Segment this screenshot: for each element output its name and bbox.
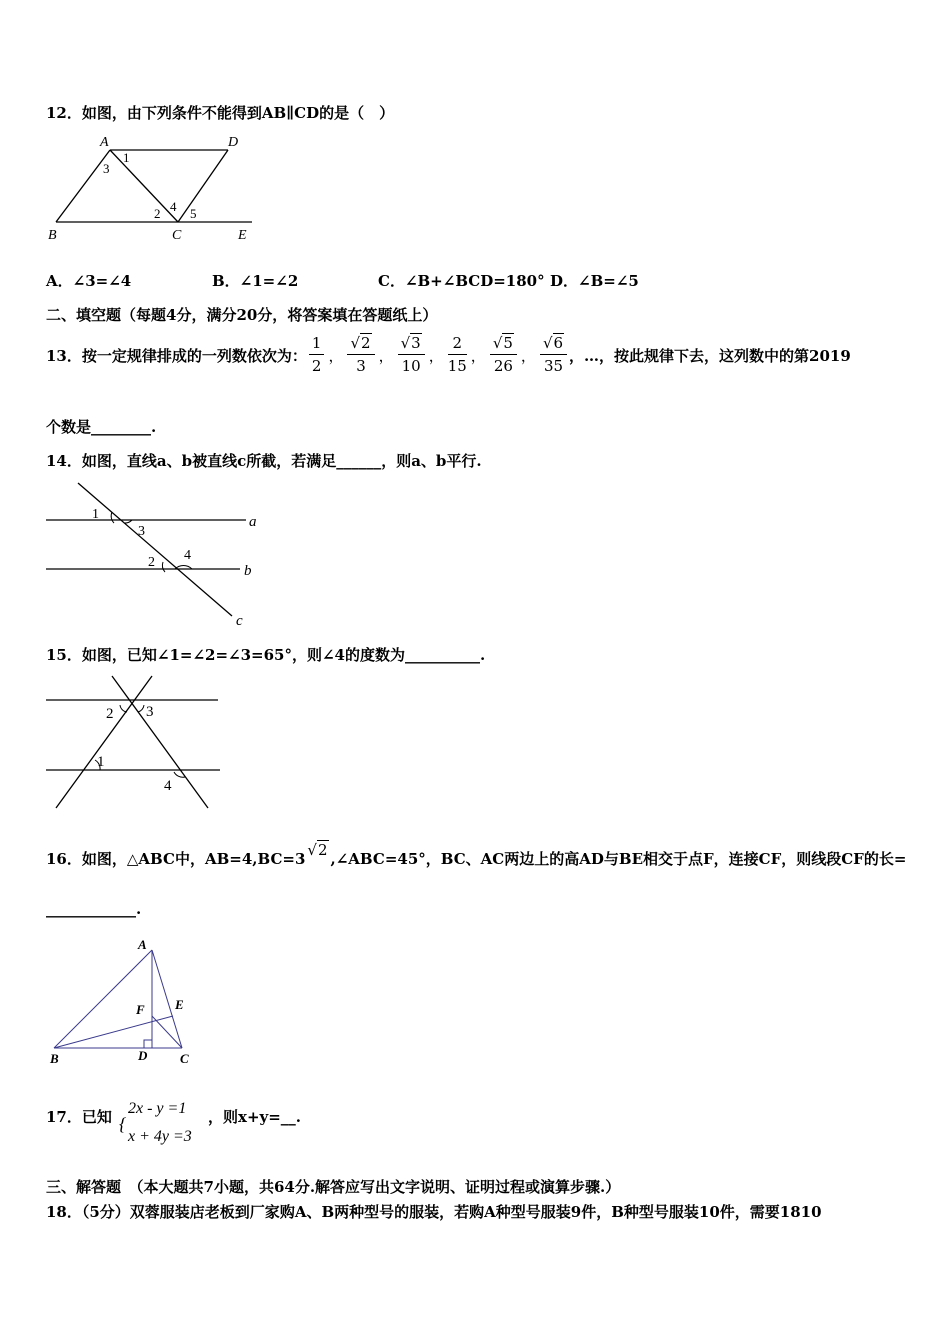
angle-2: 2 — [154, 206, 161, 221]
label-A: A — [138, 937, 147, 952]
q12-option-b: B．∠1=∠2 — [212, 272, 299, 290]
angle-2: 2 — [106, 706, 114, 722]
angle-3: 3 — [138, 524, 145, 539]
q13-frac-4: $\frac{2}{15}$ — [447, 334, 467, 375]
angle-1: 1 — [123, 150, 130, 165]
angle-1: 1 — [97, 754, 105, 770]
q16-stem-b: ,∠ABC=45°，BC、AC两边上的高AD与BE相交于点F，连接CF，则线段CF的长= — [330, 850, 907, 868]
q13-line2: 个数是________. — [46, 418, 157, 436]
label-D: D — [138, 1048, 148, 1063]
q17-eq2: x + 4y =3 — [128, 1128, 192, 1145]
label-C: C — [180, 1051, 189, 1066]
q12-option-c: C．∠B+∠BCD=180° — [378, 272, 545, 290]
angle-3: 3 — [146, 704, 154, 720]
q13-frac-2: $\frac{√2}{3}$ — [347, 336, 374, 374]
label-D: D — [228, 135, 239, 150]
label-E: E — [175, 997, 184, 1012]
q13-frac-3: $\frac{√3}{10}$ — [398, 336, 425, 374]
q16-figure — [44, 936, 204, 1070]
label-a: a — [249, 514, 257, 530]
angle-5: 5 — [190, 206, 197, 221]
q16-sqrt: √2 — [307, 841, 328, 859]
q17-suffix: ，则x+y=__. — [208, 1108, 302, 1126]
label-c: c — [236, 613, 243, 629]
angle-2: 2 — [148, 555, 155, 570]
q13-suffix: ，…，按此规律下去，这列数中的第2019 — [569, 346, 851, 365]
q18-stem: 18．（5分）双蓉服装店老板到厂家购A、B两种型号的服装，若购A种型号服装9件，B种型号服装10件，需要1810 — [46, 1203, 822, 1221]
angle-3: 3 — [103, 161, 110, 176]
q16-stem-a: 16．如图，△ABC中，AB=4,BC=3 — [46, 850, 306, 868]
q13-frac-1: $\frac{1}{2}$ — [309, 336, 325, 374]
label-A: A — [100, 135, 109, 150]
label-F: F — [136, 1002, 145, 1017]
angle-4: 4 — [170, 199, 177, 214]
label-b: b — [244, 563, 252, 579]
section2-heading: 二、填空题（每题4分，满分20分，将答案填在答题纸上） — [46, 306, 438, 324]
section3-heading: 三、解答题 （本大题共7小题，共64分.解答应写出文字说明、证明过程或演算步骤.） — [46, 1178, 621, 1196]
angle-4: 4 — [164, 778, 172, 794]
q17-brace: { — [119, 1114, 127, 1134]
q12-option-a: A．∠3=∠4 — [46, 272, 132, 290]
q16-blank: ____________. — [46, 900, 142, 918]
q13-stem: 13．按一定规律排成的一列数依次为： $\frac{1}{2}$ ， $\frac{√2}{3}$ ， $\frac{√3}{10}$ ， $\frac{2}{15}$ ， $\frac{√5}{26}$ ， $\frac{√6}{35}$ ，…，按此规律下去，这列数中的第2019 — [46, 334, 851, 375]
q15-stem: 15．如图，已知∠1=∠2=∠3=65°，则∠4的度数为__________. — [46, 646, 486, 664]
label-B: B — [50, 1051, 59, 1066]
q13-frac-5: $\frac{√5}{26}$ — [490, 336, 517, 374]
q12-figure — [40, 132, 260, 244]
q13-prefix: 13．按一定规律排成的一列数依次为： — [46, 346, 307, 365]
q17-eq1: 2x - y =1 — [128, 1100, 187, 1117]
q15-figure — [40, 672, 225, 814]
q16-stem — [46, 841, 907, 869]
label-B: B — [48, 228, 57, 243]
q12-option-d: D．∠B=∠5 — [550, 272, 639, 290]
q14-figure — [40, 478, 270, 630]
q14-stem: 14．如图，直线a、b被直线c所截，若满足______，则a、b平行. — [46, 452, 482, 470]
label-E: E — [238, 228, 247, 243]
angle-1: 1 — [92, 507, 99, 522]
angle-4: 4 — [184, 548, 191, 563]
q12-stem: 12．如图，由下列条件不能得到AB∥CD的是（ ） — [46, 104, 395, 122]
label-C: C — [172, 228, 182, 243]
q13-frac-6: $\frac{√6}{35}$ — [540, 336, 567, 374]
q17-prefix: 17．已知 — [46, 1108, 112, 1126]
